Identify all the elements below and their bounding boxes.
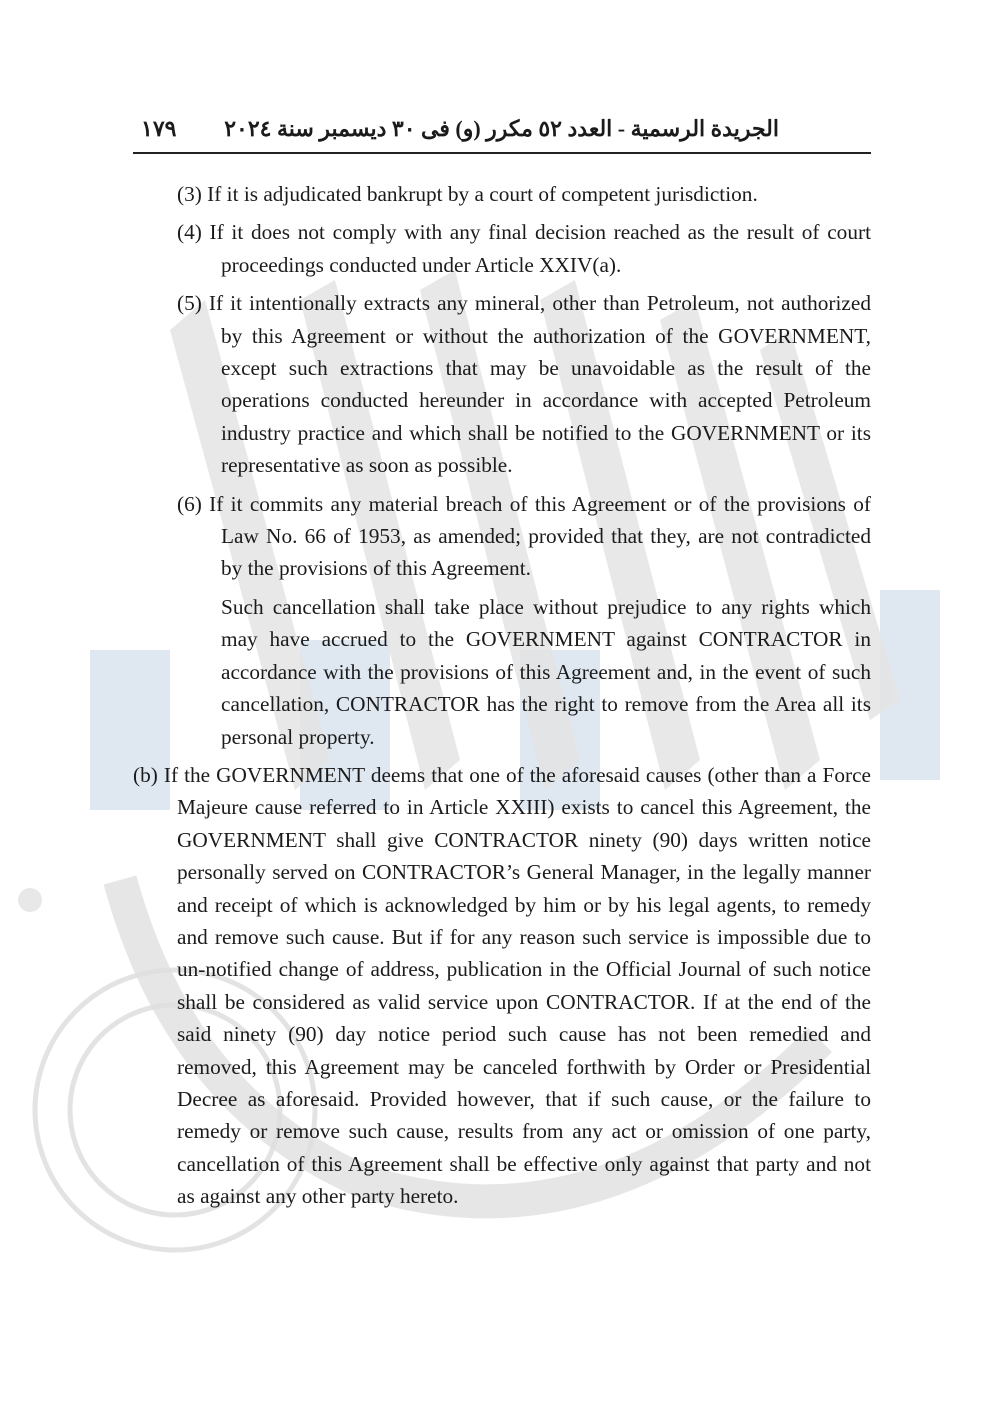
cancellation-paragraph: Such cancellation shall take place without prejudice to any rights which may have accrued to the GOVERNMENT against CONTRACTOR in accordance with the provisions of this Agreement and, in the event of such cancellation, CONTRACTOR has the right to remove from the Area all its personal property. bbox=[221, 594, 871, 749]
list-item-3: (3) If it is adjudicated bankrupt by a court of competent jurisdiction. bbox=[177, 182, 758, 206]
page-header bbox=[133, 112, 871, 154]
paragraph-b: (b) If the GOVERNMENT deems that one of the aforesaid causes (other than a Force Majeure cause referred to in Article XXIII) exists to cancel this Agreement, the GOVERNMENT shall give CONTRACTOR ninety (90) days written notice personally served on CONTRACTOR’s General Manager, in the legally manner and receipt of which is acknowledged by him or by his legal agents, to remedy and remove such cause. But if for any reason such service is impossible due to un-notified change of address, publication in the Official Journal of such notice shall be considered as valid service upon CONTRACTOR. If at the end of the said ninety (90) day notice period such cause has not been remedied and removed, this Agreement may be canceled forthwith by Order or Presidential Decree as aforesaid. Provided however, that if such cause, or the failure to remedy or remove such cause, results from any act or omission of one party, cancellation of this Agreement shall be effective only against that party and not as against any other party hereto. bbox=[133, 762, 871, 1209]
document-body bbox=[133, 178, 871, 1213]
list-item-5: (5) If it intentionally extracts any mineral, other than Petroleum, not authorized by this Agreement or without the authorization of the GOVERNMENT, except such extractions that may be unavoidable as the result of the operations conducted hereunder in accordance with accepted Petroleum industry practice and which shall be notified to the GOVERNMENT or its representative as soon as possible. bbox=[177, 291, 871, 478]
list-item-6: (6) If it commits any material breach of this Agreement or of the provisions of Law No. 66 of 1953, as amended; provided that they, are not contradicted by the provisions of this Agreement. bbox=[177, 491, 871, 581]
list-item-4: (4) If it does not comply with any final decision reached as the result of court proceedings conducted under Article XXIV(a). bbox=[177, 220, 871, 277]
gazette-header-title: الجريدة الرسمية - العدد ٥٢ مكرر (و) فى ٣٠ ديسمبر سنة ٢٠٢٤ bbox=[224, 116, 779, 141]
page-number: ١٧٩ bbox=[141, 116, 177, 141]
